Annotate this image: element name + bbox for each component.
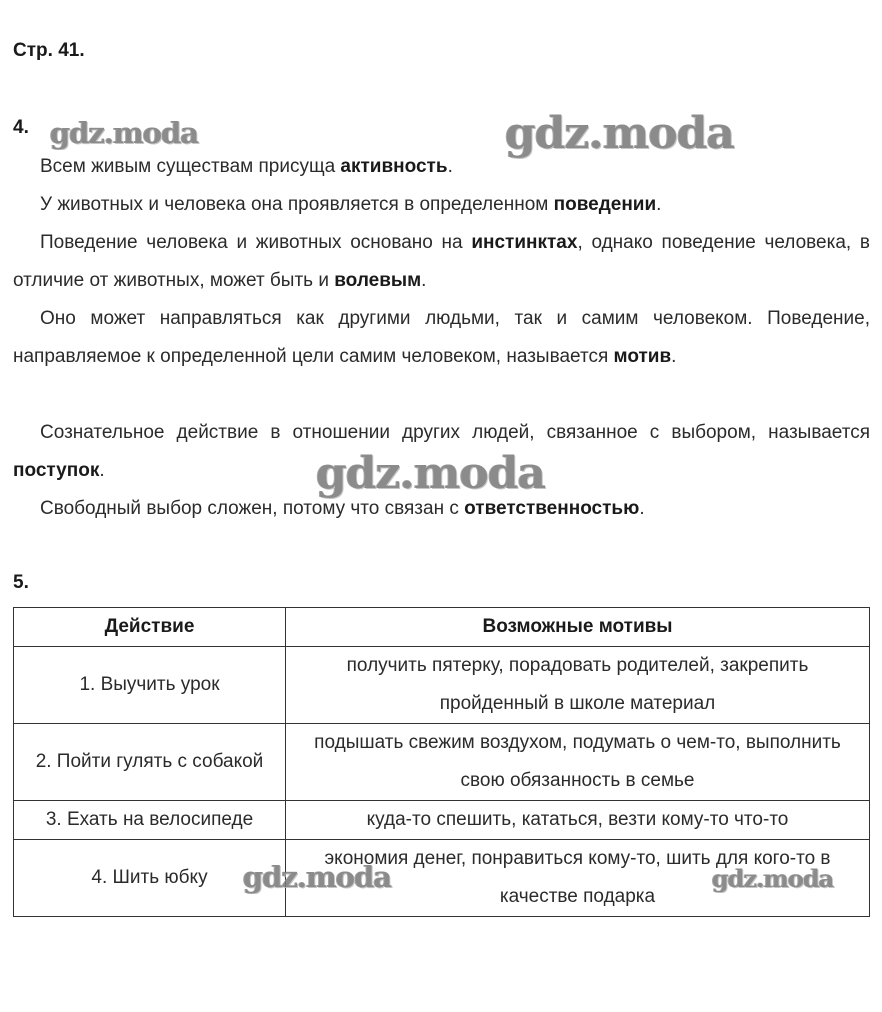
motives-cell: экономия денег, понравиться кому-то, шить для кого-то в качестве подарка — [286, 840, 870, 917]
task-4-paragraph-4: Оно может направляться как другими людьми, так и самим человеком. Поведение, направляемое к определенной цели самим человеком, называется мотив. — [13, 308, 870, 367]
motives-cell: куда-то спешить, кататься, везти кому-то что-то — [286, 801, 870, 840]
motives-cell: получить пятерку, порадовать родителей, закрепить пройденный в школе материал — [286, 647, 870, 724]
watermark-logo: gdz.moda — [243, 860, 392, 894]
column-header-action: Действие — [14, 608, 286, 647]
task-4-paragraph-6: Свободный выбор сложен, потому что связан с ответственностью. — [40, 498, 645, 519]
table-row — [14, 647, 870, 724]
column-header-motives: Возможные мотивы — [286, 608, 870, 647]
table-row — [14, 724, 870, 801]
page-label: Стр. 41. — [13, 40, 85, 61]
action-cell: 2. Пойти гулять с собакой — [14, 724, 286, 801]
table-row — [14, 801, 870, 840]
task-4-paragraph-5: Сознательное действие в отношении других людей, связанное с выбором, называется поступок. — [13, 422, 870, 481]
task-4-paragraph-1: Всем живым существам присуща активность. — [40, 156, 453, 177]
task-5-number: 5. — [13, 572, 29, 593]
task-4-number: 4. — [13, 117, 29, 138]
motives-cell: подышать свежим воздухом, подумать о чем-то, выполнить свою обязанность в семье — [286, 724, 870, 801]
action-cell: 1. Выучить урок — [14, 647, 286, 724]
action-cell: 4. Шить юбку — [14, 840, 286, 917]
task-4-paragraph-3: Поведение человека и животных основано на инстинктах, однако поведение человека, в отличие от животных, может быть и волевым. — [13, 232, 870, 291]
task-4-paragraph-2: У животных и человека она проявляется в определенном поведении. — [40, 194, 662, 215]
watermark-logo: gdz.moda — [316, 448, 546, 499]
watermark-logo: gdz.moda — [50, 116, 199, 150]
watermark-logo: gdz.moda — [505, 108, 735, 159]
watermark-logo: gdz.moda — [712, 864, 834, 893]
action-cell: 3. Ехать на велосипеде — [14, 801, 286, 840]
table-header-row — [14, 608, 870, 647]
